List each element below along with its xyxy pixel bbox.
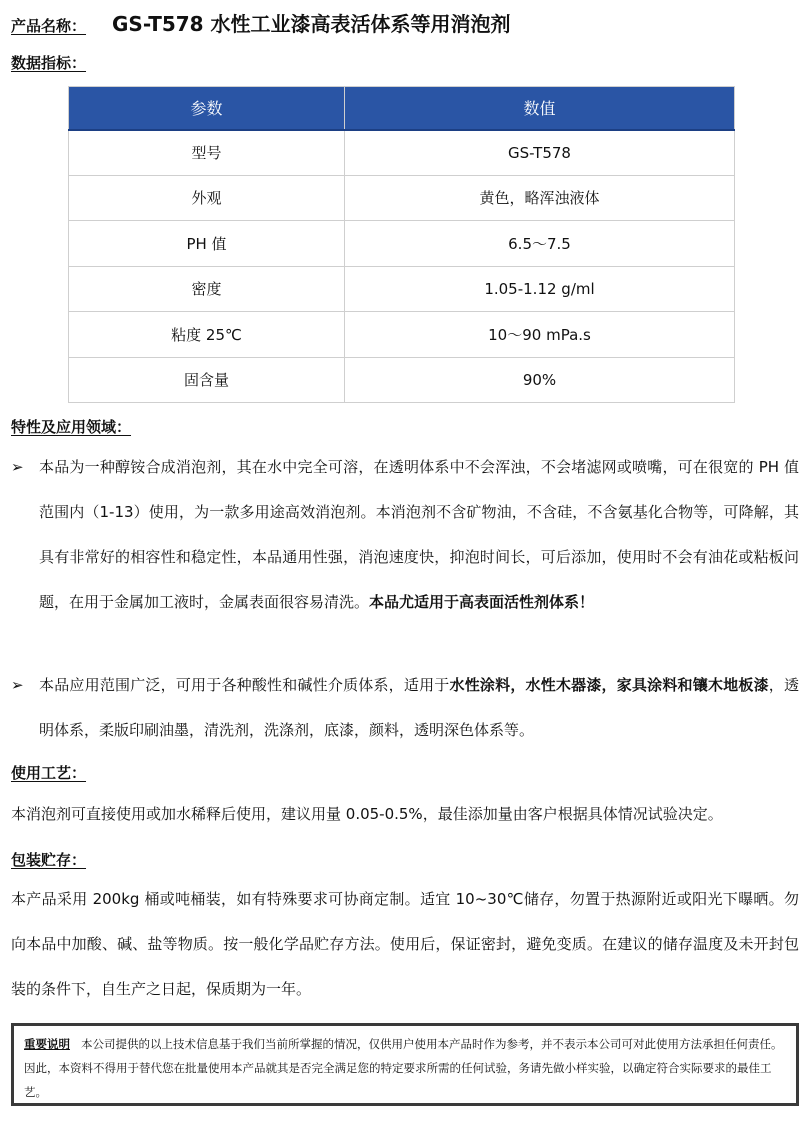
important-notice-box [11,1023,799,1106]
spec-param: 粘度 25℃ [69,312,345,358]
spec-value: 1.05-1.12 g/ml [345,266,735,312]
spec-header-value: 数值 [345,87,735,130]
product-name-label: 产品名称： [11,17,87,35]
spec-param: PH 值 [69,221,345,267]
table-row [69,312,735,358]
notice-label: 重要说明 [24,1037,70,1051]
spec-value: GS-T578 [345,130,735,176]
spec-param: 型号 [69,130,345,176]
feature-bullet-2-body-a: 本品应用范围广泛，可用于各种酸性和碱性介质体系，适用于 [39,676,450,694]
spec-value: 10～90 mPa.s [345,312,735,358]
spec-value: 90% [345,357,735,403]
spec-table [68,86,735,403]
feature-bullet-2-body-b: ，透明体系，柔版印刷油墨，清洗剂，洗涤剂，底漆，颜料，透明深色体系等。 [39,676,799,739]
spec-header-param: 参数 [69,87,345,130]
storage-heading: 包装贮存： [11,851,87,869]
table-row [69,266,735,312]
spec-header-row [69,87,735,130]
feature-bullet-2-bold: 水性涂料，水性木器漆，家具涂料和镶木地板漆 [449,676,769,694]
table-row [69,130,735,176]
features-heading: 特性及应用领域： [11,418,132,436]
spec-param: 密度 [69,266,345,312]
table-row [69,357,735,403]
spec-param: 外观 [69,175,345,221]
feature-bullet-2-text [39,663,799,753]
notice-text: 本公司提供的以上技术信息基于我们当前所掌握的情况，仅供用户使用本产品时作为参考，并不表示本公司可对此使用方法承担任何责任。因此，本资料不得用于替代您在批量使用本产品就其是否完全满足您的特定要求所需的任何试验，务请先做小样实验，以确定符合实际要求的最佳工艺。 [24,1037,783,1099]
feature-bullet-1-text [39,445,799,625]
storage-text: 本产品采用 200kg 桶或吨桶装，如有特殊要求可协商定制。适宜 10~30℃储存，勿置于热源附近或阳光下曝晒。勿向本品中加酸、碱、盐等物质。按一般化学品贮存方法。使用后，保证密封，避免变质。在建议的储存温度及未开封包装的条件下，自生产之日起，保质期为一年。 [11,890,799,998]
feature-bullet-1-bold: 本品尤适用于高表面活性剂体系！ [369,593,595,611]
feature-bullet-1 [11,445,799,625]
usage-text: 本消泡剂可直接使用或加水稀释后使用，建议用量 0.05-0.5%，最佳添加量由客户根据具体情况试验决定。 [11,805,723,823]
table-row [69,221,735,267]
arrow-bullet-icon: ➢ [11,458,24,476]
feature-bullet-2 [11,663,799,753]
product-title-line [11,8,801,36]
spec-value: 黄色，略浑浊液体 [345,175,735,221]
spec-param: 固含量 [69,357,345,403]
feature-bullet-1-body: 本品为一种醇铵合成消泡剂，其在水中完全可溶，在透明体系中不会浑浊，不会堵滤网或喷嘴，可在很宽的 PH 值范围内（1-13）使用，为一款多用途高效消泡剂。本消泡剂不含矿物油，不含硅，不含氨基化合物等，可降解，其具有非常好的相容性和稳定性，本品通用性强，消泡速度快，抑泡时间长，可后添加，使用时不会有油花或粘板问题，在用于金属加工液时，金属表面很容易清洗。 [39,458,799,611]
product-name: GS-T578 水性工业漆高表活体系等用消泡剂 [112,12,511,36]
usage-heading: 使用工艺： [11,764,87,782]
table-row [69,175,735,221]
spec-value: 6.5～7.5 [345,221,735,267]
spec-heading: 数据指标： [11,54,87,72]
arrow-bullet-icon: ➢ [11,676,24,694]
